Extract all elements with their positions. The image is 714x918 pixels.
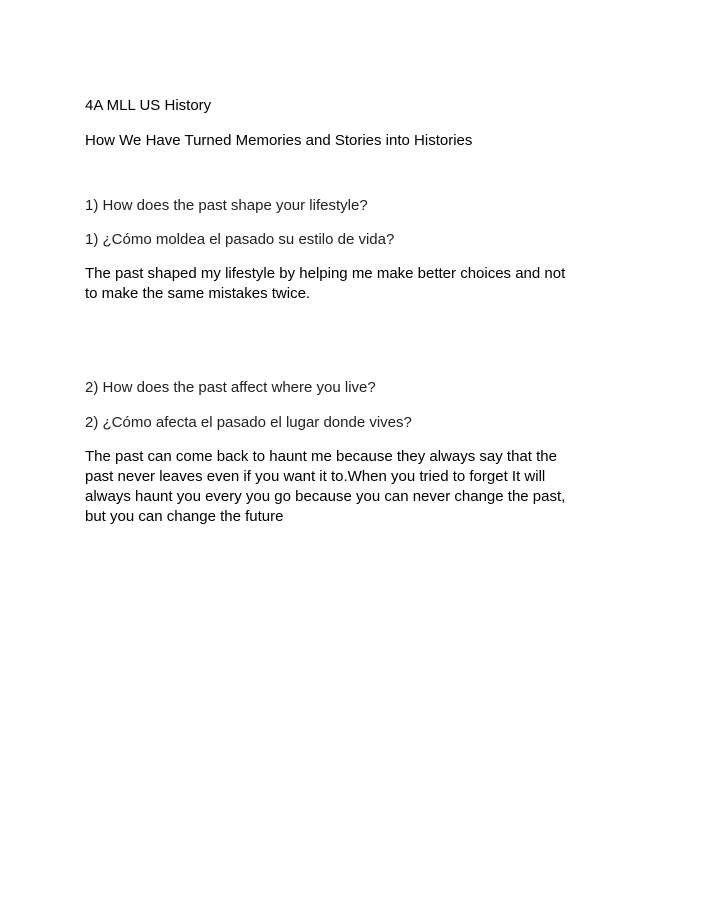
answer-2-line: past never leaves even if you want it to.When you tried to forget It will xyxy=(85,468,546,485)
question-1-spanish: 1) ¿Cómo moldea el pasado su estilo de vida? xyxy=(85,231,395,248)
question-2-spanish: 2) ¿Cómo afecta el pasado el lugar donde vives? xyxy=(85,414,412,431)
answer-2-line: The past can come back to haunt me because they always say that the xyxy=(85,448,557,465)
answer-1 xyxy=(85,264,585,304)
answer-2-line: always haunt you every you go because you can never change the past, xyxy=(85,488,566,505)
answer-2-line: but you can change the future xyxy=(85,508,284,525)
question-1-english: 1) How does the past shape your lifestyle? xyxy=(85,197,368,214)
question-2-english: 2) How does the past affect where you live? xyxy=(85,379,376,396)
answer-1-line: The past shaped my lifestyle by helping me make better choices and not xyxy=(85,265,566,282)
class-title: 4A MLL US History xyxy=(85,97,212,114)
answer-2 xyxy=(85,447,585,527)
unit-title: How We Have Turned Memories and Stories into Histories xyxy=(85,132,473,149)
answer-1-line: to make the same mistakes twice. xyxy=(85,285,311,302)
